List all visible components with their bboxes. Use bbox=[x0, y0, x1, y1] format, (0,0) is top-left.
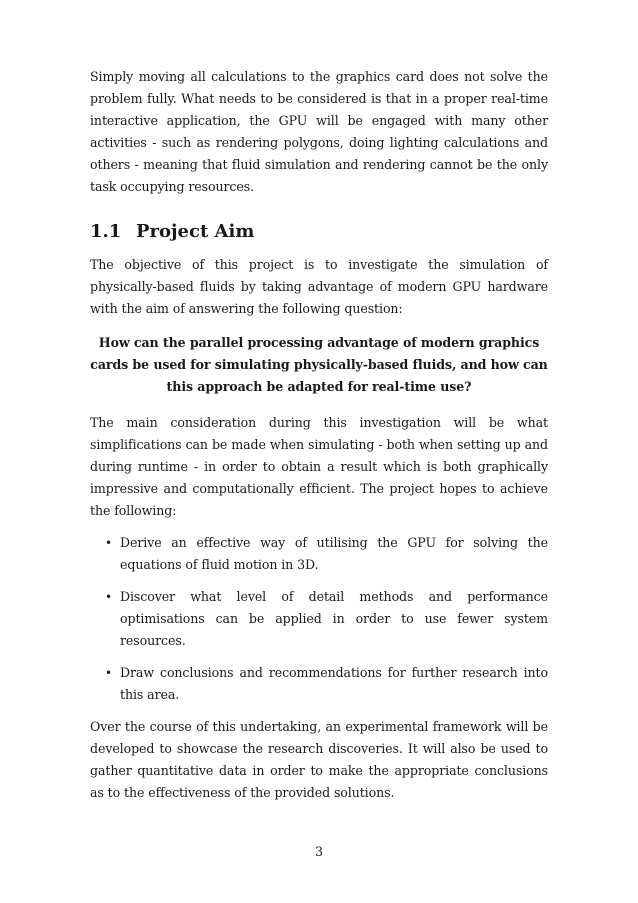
consideration-paragraph: The main consideration during this investigation will be what simplifications can be made when simulating - both when setting up and during runtime - in order to obtain a result which is both graphically impressive and computationally efficient. The project hopes to achieve the following: bbox=[90, 415, 548, 518]
list-item bbox=[90, 662, 548, 706]
closing-paragraph: Over the course of this undertaking, an experimental framework will be developed to showcase the research discoveries. It will also be used to gather quantitative data in order to make the appropriate conclusions as to the effectiveness of the provided solutions. bbox=[90, 719, 548, 800]
research-question: How can the parallel processing advantage of modern graphics cards be used for simulating physically-based fluids, and how can this approach be adapted for real-time use? bbox=[90, 335, 548, 394]
list-item bbox=[90, 586, 548, 652]
page-number: 3 bbox=[314, 844, 323, 859]
objective-paragraph: The objective of this project is to investigate the simulation of physically-based fluids by taking advantage of modern GPU hardware with the aim of answering the following question: bbox=[90, 257, 548, 316]
bullet-icon: • bbox=[105, 666, 113, 680]
goal-text: Derive an effective way of utilising the GPU for solving the equations of fluid motion in 3D. bbox=[120, 535, 548, 572]
bullet-icon: • bbox=[105, 536, 113, 550]
list-item bbox=[90, 532, 548, 576]
goal-text: Discover what level of detail methods and performance optimisations can be applied in order to use fewer system resources. bbox=[120, 589, 548, 648]
intro-paragraph: Simply moving all calculations to the graphics card does not solve the problem fully. What needs to be considered is that in a proper real-time interactive application, the GPU will be engaged with many other activities - such as rendering polygons, doing lighting calculations and others - meaning that fluid simulation and rendering cannot be the only task occupying resources. bbox=[90, 69, 548, 194]
section-number: 1.1 bbox=[90, 221, 122, 242]
goals-list bbox=[90, 532, 548, 706]
section-heading bbox=[90, 220, 548, 244]
page-content bbox=[90, 66, 548, 804]
goal-text: Draw conclusions and recommendations for further research into this area. bbox=[120, 665, 548, 702]
bullet-icon: • bbox=[105, 590, 113, 604]
section-title: Project Aim bbox=[136, 221, 255, 242]
